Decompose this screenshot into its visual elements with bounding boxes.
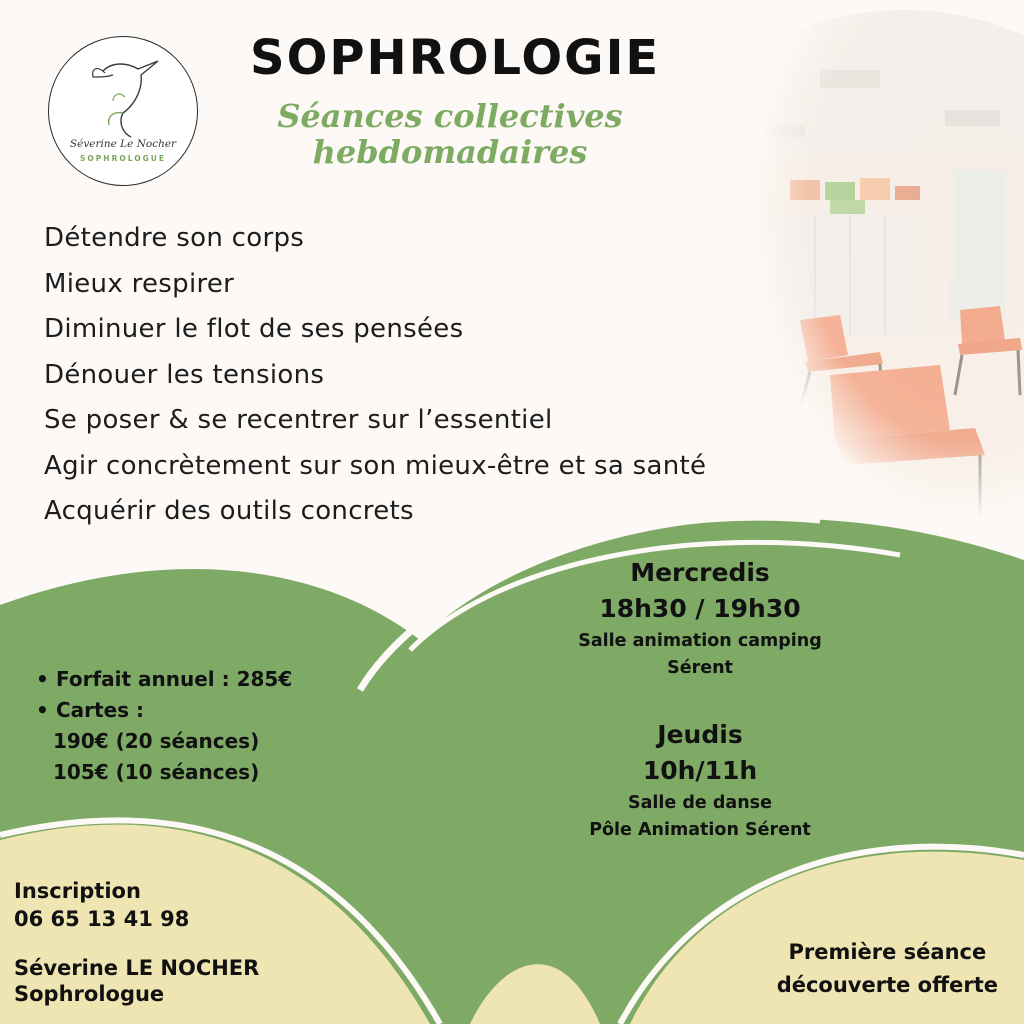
benefit-item: Détendre son corps [44, 223, 305, 253]
benefit-item: Acquérir des outils concrets [44, 496, 414, 526]
schedule-day: Jeudis [657, 720, 743, 749]
pricing-block [36, 664, 292, 788]
logo-subtitle: SOPHROLOGUE [80, 154, 166, 163]
schedule-place: Sérent [667, 658, 733, 678]
schedule-thursday [530, 718, 870, 844]
benefit-item: Diminuer le flot de ses pensées [44, 314, 464, 344]
contact-name: Séverine LE NOCHER [14, 956, 260, 980]
bullet-icon: • [36, 667, 49, 691]
schedule-place: Salle de danse [628, 793, 772, 813]
bullet-icon: • [36, 698, 49, 722]
benefit-item: Se poser & se recentrer sur l’essentiel [44, 405, 553, 435]
logo-name: Séverine Le Nocher [69, 138, 177, 150]
pricing-cartes: • Cartes : [36, 695, 292, 726]
pricing-carte-20: 190€ (20 séances) [53, 729, 260, 753]
offer-line-1: Première séance [788, 940, 987, 964]
page-title: SOPHROLOGIE [250, 30, 661, 86]
benefit-item: Agir concrètement sur son mieux-être et sa santé [44, 450, 707, 481]
benefits-list [44, 216, 706, 535]
contact-role: Sophrologue [14, 982, 165, 1006]
contact-block [14, 955, 259, 1007]
phone-number[interactable]: 06 65 13 41 98 [14, 907, 190, 931]
offer-block [777, 936, 998, 1002]
subtitle-line-2: hebdomadaires [312, 133, 588, 171]
schedule-place: Pôle Animation Sérent [589, 820, 811, 840]
schedule-time: 10h/11h [642, 756, 758, 785]
schedule-wednesday [530, 556, 870, 682]
page-subtitle [250, 98, 650, 170]
benefit-item: Dénouer les tensions [44, 359, 325, 390]
logo [48, 36, 198, 186]
benefit-item: Mieux respirer [44, 268, 235, 299]
hummingbird-icon [83, 51, 163, 141]
offer-line-2: découverte offerte [776, 973, 998, 997]
pricing-forfait: • Forfait annuel : 285€ [36, 664, 292, 695]
schedule-day: Mercredis [630, 558, 770, 587]
schedule-time: 18h30 / 19h30 [599, 594, 801, 623]
pricing-carte-10: 105€ (10 séances) [53, 760, 260, 784]
subtitle-line-1: Séances collectives [277, 97, 623, 135]
inscription-label: Inscription [14, 879, 141, 903]
schedule-place: Salle animation camping [578, 631, 822, 651]
inscription-block [14, 877, 189, 933]
